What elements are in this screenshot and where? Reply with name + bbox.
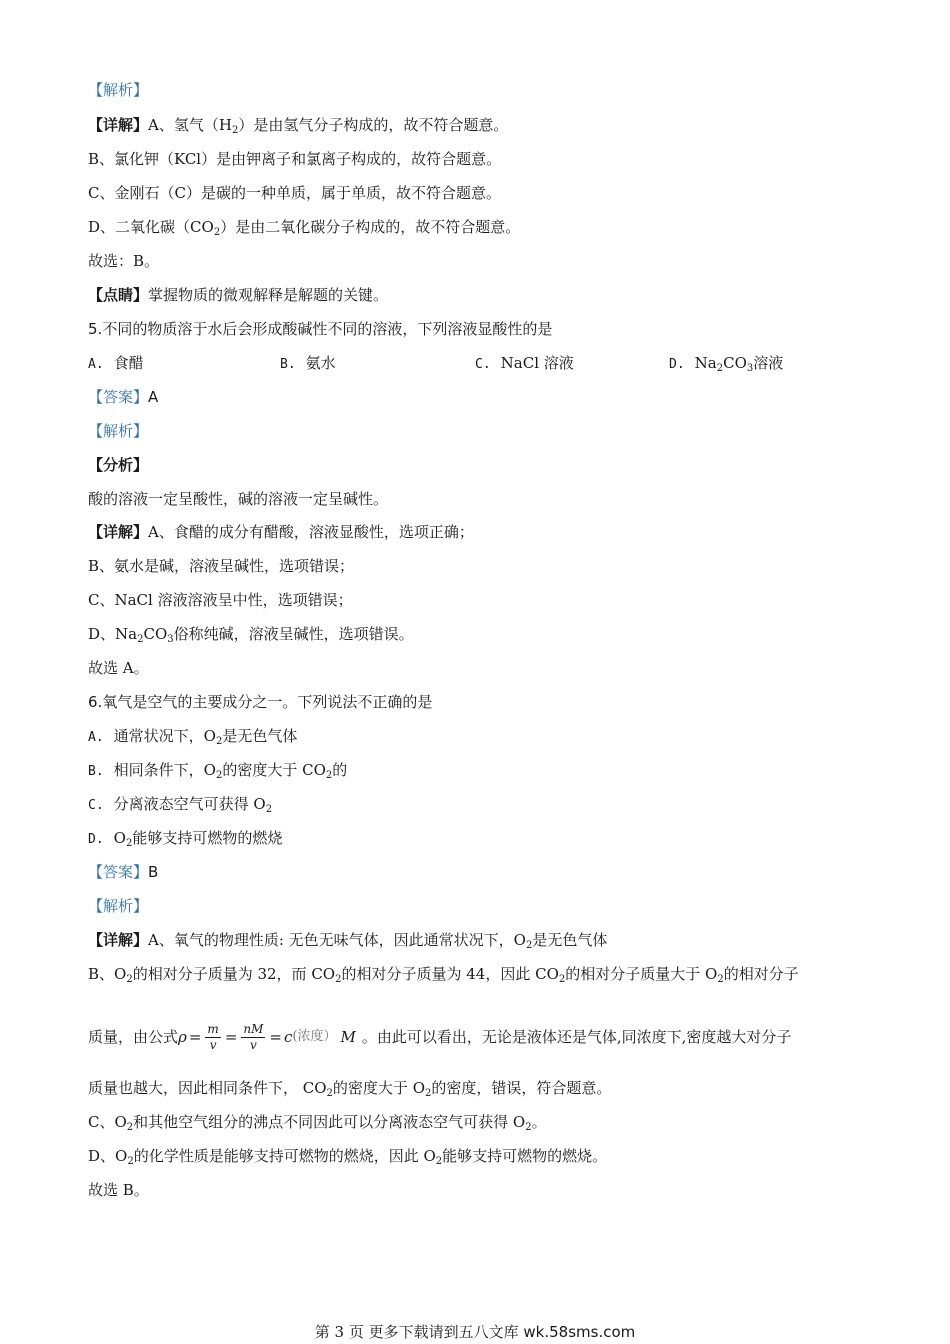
answer-tag: 【答案】: [88, 863, 149, 881]
option-text: Na: [694, 354, 717, 372]
subscript: 2: [231, 125, 239, 136]
option-text: 的: [332, 761, 348, 779]
equals-sign: =: [188, 1028, 202, 1046]
analysis-heading: 【解析】: [88, 81, 149, 99]
concentration-label: (浓度）: [292, 1029, 337, 1044]
q6-detail-b-line2: [88, 1020, 791, 1054]
option-letter: C.: [88, 798, 104, 813]
q5-detail-b: B、氨水是碱，溶液呈碱性，选项错误；: [88, 557, 355, 575]
q5-option-c: [475, 353, 574, 375]
dianjing-tag: 【点睛】: [88, 286, 149, 304]
option-letter: B.: [280, 357, 296, 372]
detail-tag: 【详解】: [88, 931, 149, 949]
option-text: O: [113, 829, 126, 847]
detail-line-c: C、金刚石（C）是碳的一种单质，属于单质，故不符合题意。: [88, 184, 501, 202]
option-text: 是无色气体: [222, 727, 298, 745]
subscript: 3: [167, 634, 174, 645]
q5-detail-d: [88, 624, 414, 644]
detail-text: 质量也越大，因此相同条件下， CO: [88, 1079, 327, 1097]
question-text: 氧气是空气的主要成分之一。下列说法不正确的是: [102, 693, 433, 711]
subscript: 2: [525, 940, 533, 951]
detail-text: D、O: [88, 1147, 128, 1165]
detail-text: 的相对分子质量为 44，因此 CO: [341, 965, 559, 983]
detail-text: 。由此可以看出，无论是液体还是气体,同浓度下,密度越大对分子: [361, 1028, 792, 1046]
q5-detail-c: C、NaCl 溶液溶液呈中性，选项错误；: [88, 591, 353, 609]
q6-analysis-heading: 【解析】: [88, 897, 149, 915]
option-letter: B.: [88, 764, 104, 779]
q5-option-a: [88, 353, 144, 375]
subscript: 2: [525, 1122, 532, 1133]
detail-tag: 【详解】: [88, 116, 149, 134]
q5-analysis-heading: 【解析】: [88, 422, 149, 440]
option-text: 能够支持可燃物的燃烧: [132, 829, 283, 847]
subscript: 2: [265, 804, 273, 815]
detail-line-d: [88, 217, 520, 237]
q6-detail-c: [88, 1112, 547, 1132]
q6-detail-b-line1: [88, 964, 799, 984]
subscript: 2: [558, 974, 566, 985]
q6-option-b: [88, 760, 347, 782]
option-text: 通常状况下，O: [113, 727, 216, 745]
option-text: 分离液态空气可获得 O: [113, 795, 266, 813]
detail-text: 能够支持可燃物的燃烧。: [442, 1147, 608, 1165]
subscript: 2: [213, 227, 221, 238]
q6-option-a: [88, 726, 297, 748]
q5-option-b: [280, 353, 336, 375]
subscript: 2: [137, 634, 144, 645]
detail-text: 的密度，错误，符合题意。: [431, 1079, 612, 1097]
q6-detail-a: [88, 930, 607, 950]
option-text: 的密度大于 CO: [222, 761, 326, 779]
detail-text: 俗称纯碱，溶液呈碱性，选项错误。: [173, 625, 414, 643]
question-text: 不同的物质溶于水后会形成酸碱性不同的溶液，下列溶液显酸性的是: [102, 320, 553, 338]
question-number: 5.: [88, 320, 103, 338]
q5-choose: 故选 A。: [88, 659, 149, 677]
detail-text: 和其他空气组分的沸点不同因此可以分离液态空气可获得 O: [133, 1113, 526, 1131]
detail-text: 的化学性质是能够支持可燃物的燃烧，因此 O: [133, 1147, 436, 1165]
option-text: 溶液: [753, 354, 784, 372]
detail-text: 的相对分子质量大于 O: [565, 965, 718, 983]
c-symbol: c: [283, 1028, 293, 1046]
detail-text: A、氢气（H: [148, 116, 232, 134]
subscript: 2: [425, 1088, 432, 1099]
q5-answer: [88, 387, 158, 407]
detail-text: 质量，由公式: [88, 1028, 179, 1046]
q6-option-c: [88, 794, 272, 816]
q6-option-d: [88, 828, 282, 850]
option-text: NaCl 溶液: [500, 354, 574, 372]
subscript: 2: [325, 770, 333, 781]
dianjing-line: [88, 285, 388, 305]
detail-text: D、二氧化碳（CO: [88, 218, 214, 236]
subscript: 2: [326, 1088, 333, 1099]
subscript: 2: [125, 838, 133, 849]
equals-sign: =: [269, 1028, 282, 1046]
subscript: 2: [435, 1156, 443, 1167]
page-number: 第 3 页: [314, 1323, 364, 1341]
option-letter: A.: [88, 730, 104, 745]
subscript: 2: [215, 770, 223, 781]
q6-detail-d: [88, 1146, 607, 1166]
option-text: 氨水: [305, 354, 336, 372]
molar-mass-symbol: M: [340, 1028, 356, 1046]
detail-line-b: B、氯化钾（KCl）是由钾离子和氯离子构成的，故符合题意。: [88, 150, 502, 168]
detail-text: D、Na: [88, 625, 138, 643]
rho-symbol: ρ: [178, 1028, 187, 1046]
detail-text: A、食醋的成分有醋酸，溶液显酸性，选项正确；: [148, 523, 474, 541]
option-letter: C.: [475, 357, 491, 372]
fraction-nm-over-v: [241, 1022, 265, 1053]
q5-option-d: [669, 353, 783, 375]
detail-tag: 【详解】: [88, 523, 149, 541]
q5-fenxi-text: 酸的溶液一定呈酸性，碱的溶液一定呈碱性。: [88, 490, 389, 508]
answer-tag: 【答案】: [88, 388, 149, 406]
equals-sign: =: [224, 1028, 238, 1046]
numerator: nM: [243, 1021, 264, 1036]
numerator: m: [207, 1021, 219, 1036]
subscript: 2: [215, 736, 223, 747]
detail-text: B、O: [88, 965, 127, 983]
q5-fenxi-tag: 【分析】: [88, 456, 149, 474]
subscript: 2: [717, 974, 724, 985]
detail-text: 的相对分子: [723, 965, 799, 983]
choose-line: 故选：B。: [88, 252, 160, 270]
question-number: 6.: [88, 693, 103, 711]
question-5-stem: [88, 319, 552, 339]
dianjing-text: 掌握物质的微观解释是解题的关键。: [148, 286, 389, 304]
q6-choose: 故选 B。: [88, 1181, 149, 1199]
detail-text: 的相对分子质量为 32，而 CO: [132, 965, 336, 983]
option-text: 食醋: [113, 354, 144, 372]
subscript: 2: [716, 363, 724, 374]
option-text: 相同条件下，O: [113, 761, 216, 779]
q6-answer: [88, 862, 158, 882]
subscript: 3: [746, 363, 754, 374]
detail-text: 的密度大于 O: [332, 1079, 425, 1097]
footer-text: 更多下载请到五八文库: [368, 1323, 519, 1341]
fraction-m-over-v: [205, 1022, 220, 1053]
density-formula: [178, 1020, 356, 1054]
page-footer: [0, 1322, 950, 1342]
answer-value: A: [148, 388, 159, 406]
detail-text: C、O: [88, 1113, 127, 1131]
detail-text: A、氧气的物理性质: 无色无味气体，因此通常状况下，O: [148, 931, 526, 949]
detail-text: 。: [531, 1113, 547, 1131]
subscript: 2: [126, 1122, 134, 1133]
denominator: v: [250, 1037, 257, 1052]
detail-text: 是无色气体: [532, 931, 608, 949]
option-letter: D.: [88, 832, 104, 847]
q6-detail-b-line3: [88, 1078, 611, 1098]
option-letter: D.: [669, 357, 685, 372]
detail-text: CO: [143, 625, 168, 643]
detail-text: ）是由二氧化碳分子构成的，故不符合题意。: [220, 218, 521, 236]
detail-text: ）是由氢气分子构成的，故不符合题意。: [238, 116, 509, 134]
footer-site-link[interactable]: wk.58sms.com: [523, 1323, 636, 1341]
option-letter: A.: [88, 357, 104, 372]
option-text: CO: [723, 354, 747, 372]
q5-detail-a: [88, 522, 474, 542]
subscript: 2: [127, 1156, 134, 1167]
subscript: 2: [126, 974, 133, 985]
question-6-stem: [88, 692, 432, 712]
detail-line-a: [88, 115, 508, 135]
subscript: 2: [335, 974, 342, 985]
denominator: v: [209, 1037, 217, 1052]
answer-value: B: [148, 863, 159, 881]
